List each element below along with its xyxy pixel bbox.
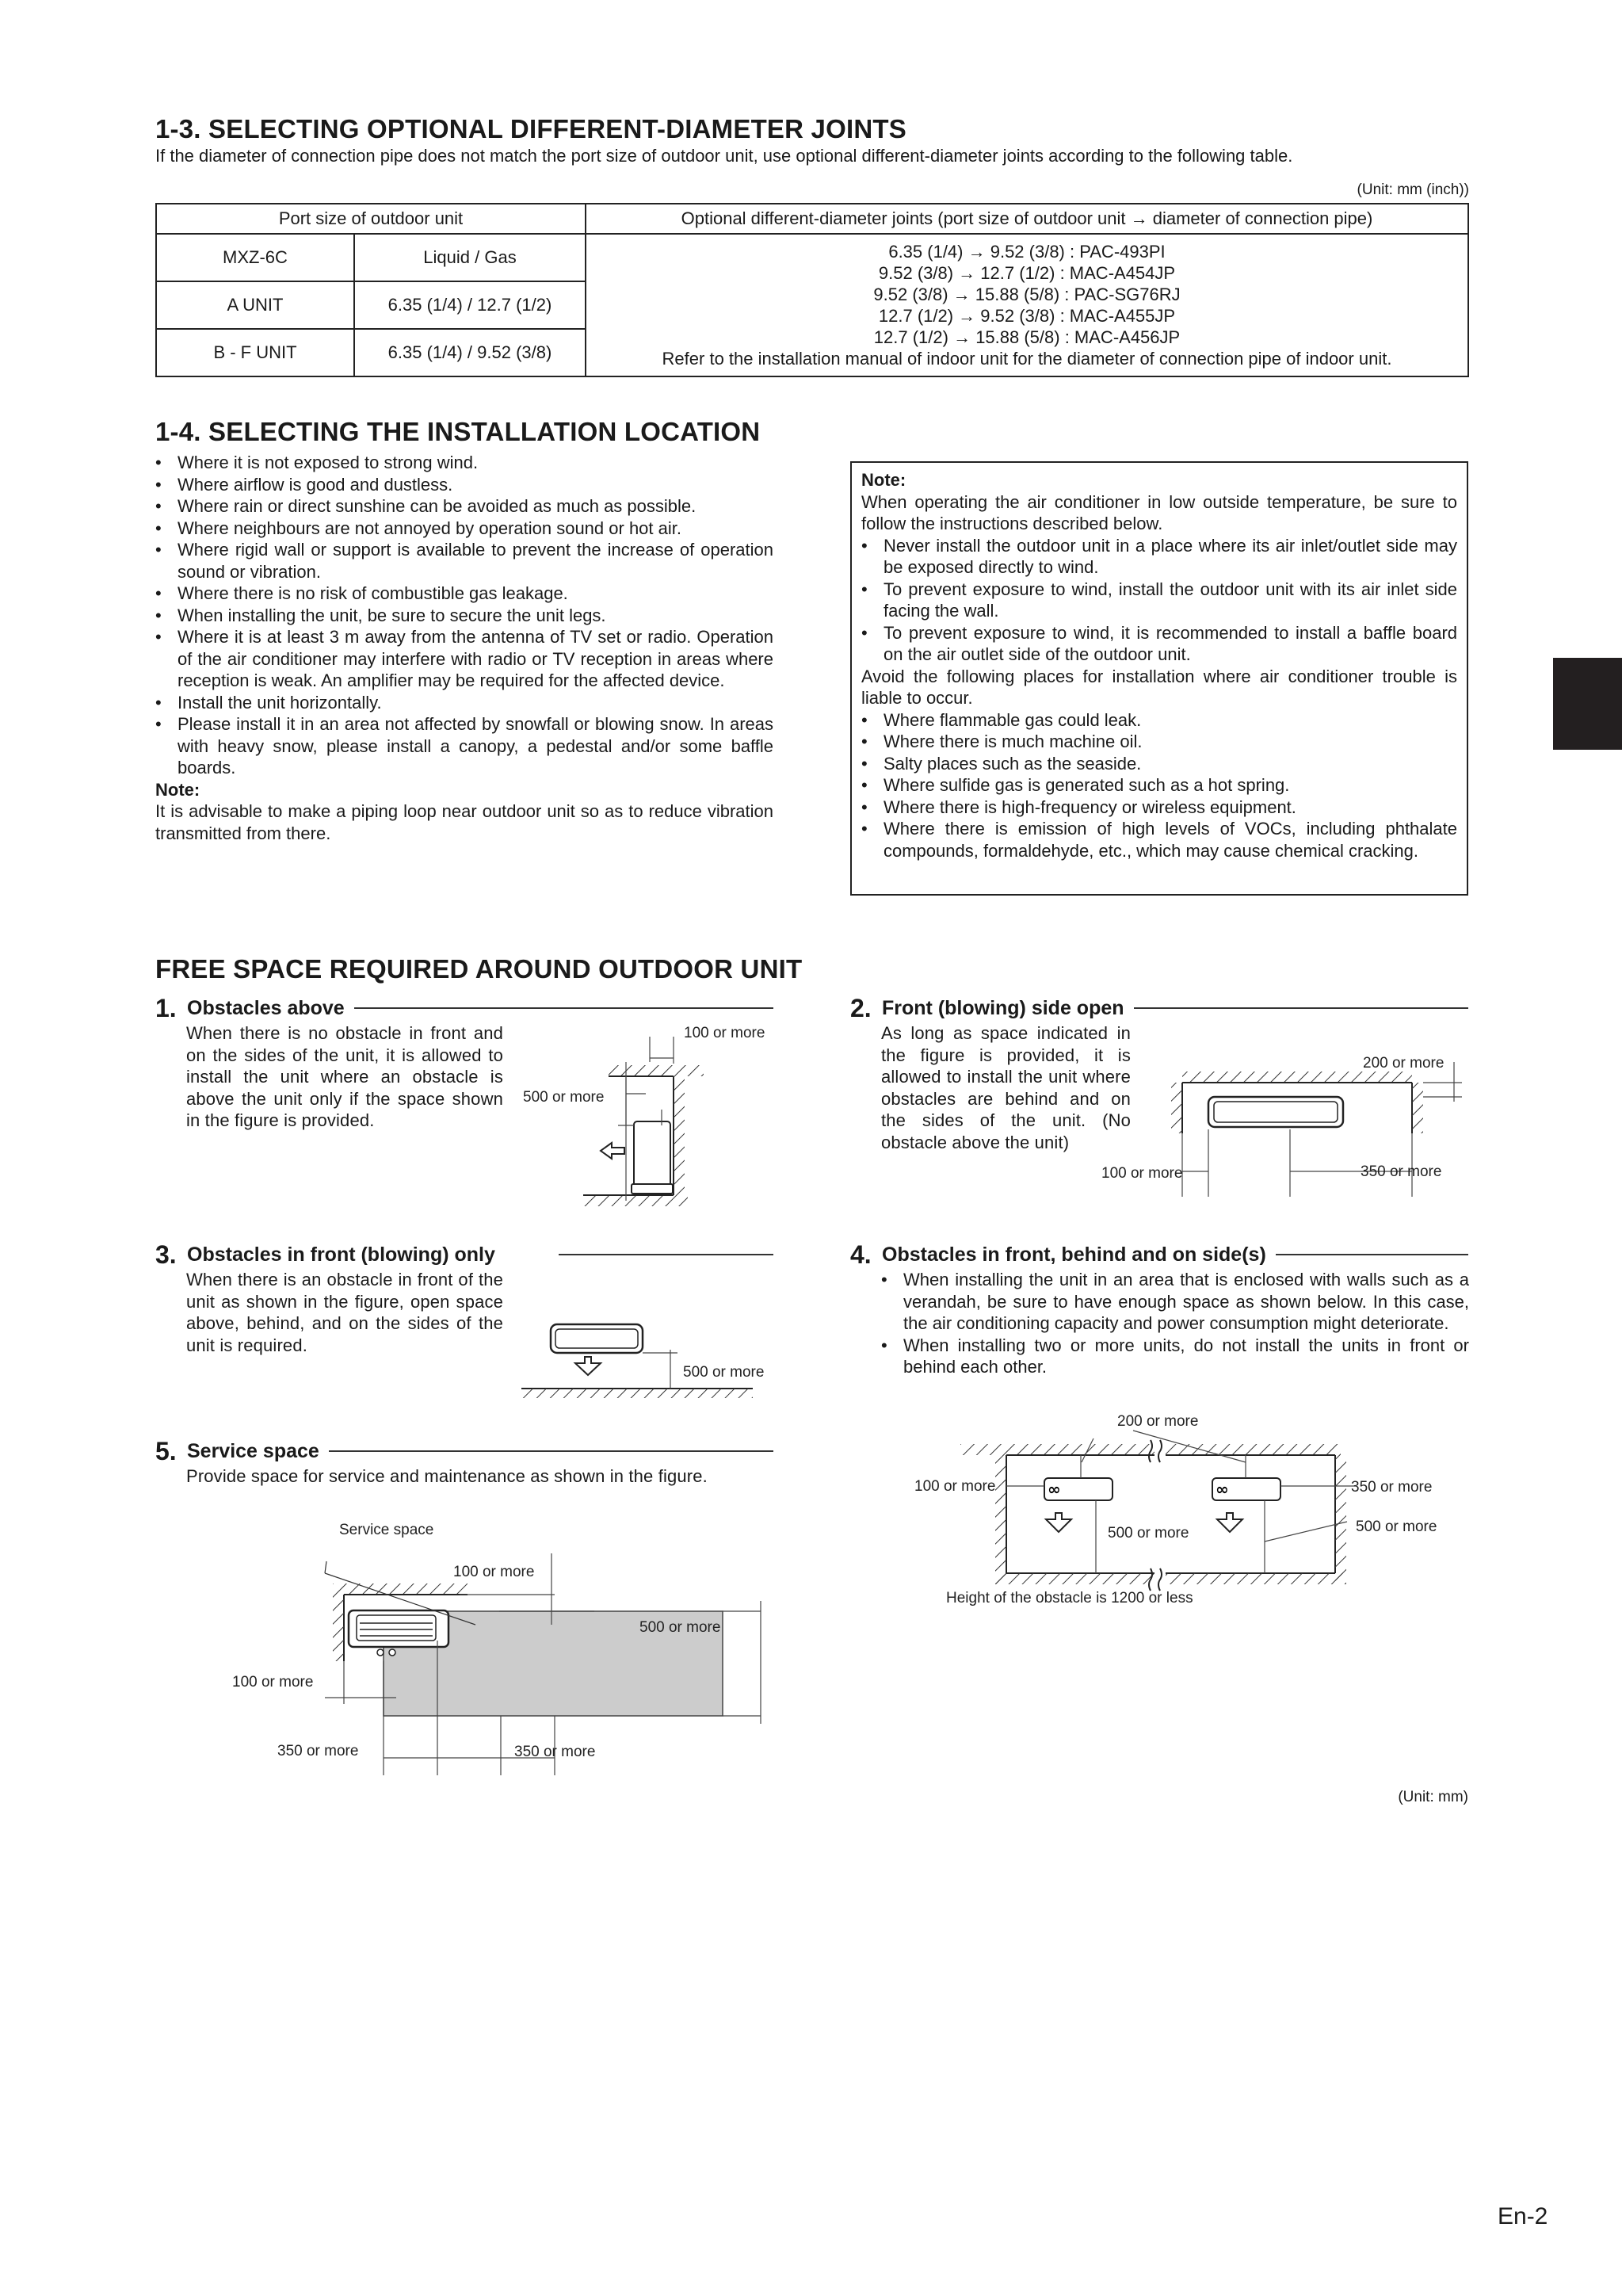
joints-list-cell [586, 234, 1468, 376]
item-number: 2. [850, 993, 872, 1022]
list-item: • Where rain or direct sunshine can be avoided as much as possible. [155, 495, 773, 518]
wall-hatch [674, 1076, 685, 1195]
list-item: • Where sulfide gas is generated such as a hot spring. [861, 774, 1457, 797]
front-obstacle-hatch [521, 1389, 753, 1398]
note-title: Note: [155, 779, 200, 800]
section-1-3-intro: If the diameter of connection pipe does not match the port size of outdoor unit, use optional different-diameter joints according to the following table. [155, 146, 1293, 166]
location-bullets [155, 452, 773, 779]
section-1-4-title: 1-4. SELECTING THE INSTALLATION LOCATION [155, 417, 761, 446]
diagram-front-only [515, 1312, 777, 1407]
unit-base [632, 1184, 673, 1194]
diagram-enclosed [903, 1407, 1458, 1613]
top-wall-hatch [333, 1584, 468, 1595]
left-wall-hatch [1171, 1083, 1182, 1133]
joint-line: 9.52 (3/8) → 15.88 (5/8) : PAC-SG76RJ [873, 285, 1181, 304]
item-title: Obstacles above [187, 996, 345, 1019]
item-title: Front (blowing) side open [882, 996, 1124, 1019]
back-wall-hatch [1182, 1072, 1412, 1083]
dim-label-top: 200 or more [1117, 1413, 1199, 1430]
joint-line: 6.35 (1/4) → 9.52 (3/8) : PAC-493PI [888, 242, 1166, 262]
right-wall-hatch [1412, 1083, 1423, 1133]
list-item: • When installing two or more units, do not install the units in front or behind each other. [881, 1335, 1469, 1378]
leader-line [325, 1561, 326, 1573]
airflow-arrow-icon [1217, 1513, 1242, 1532]
dim-label-left: 100 or more [1101, 1165, 1183, 1182]
item3-text: When there is an obstacle in front of the unit as shown in the figure, open space above, behind, and on the sides of the unit is required. [186, 1270, 503, 1355]
item1-text: When there is no obstacle in front and on the sides of the unit, it is allowed to install the unit where an obstacle is above the unit only if the space shown in the figure is provided. [186, 1023, 503, 1130]
item2-heading [850, 995, 1468, 1022]
heading-rule [354, 1007, 773, 1009]
fan-icon: ∞ [1048, 1480, 1061, 1499]
item-title: Obstacles in front (blowing) only [187, 1243, 495, 1266]
list-item: • Where airflow is good and dustless. [155, 474, 773, 496]
left-wall-hatch [995, 1455, 1006, 1584]
item2-text: As long as space indicated in the figure is provided, it is allowed to install the unit where obstacles are behind and on the sides of the unit. (No obstacle above the unit) [881, 1023, 1131, 1152]
list-item: • When installing the unit in an area that is enclosed with walls such as a verandah, be sure to have enough space as shown below. In this case, the air conditioning capacity and power consumption might deteriorate. [881, 1269, 1469, 1335]
item4-bullets [881, 1269, 1469, 1378]
outdoor-unit [349, 1610, 448, 1647]
dim-label-front-2: 500 or more [1356, 1519, 1437, 1535]
list-item: • Where it is not exposed to strong wind. [155, 452, 773, 474]
front-wall-hatch [995, 1573, 1346, 1584]
joint-line: 12.7 (1/2) → 15.88 (5/8) : MAC-A456JP [873, 327, 1181, 347]
row-size: 6.35 (1/4) / 9.52 (3/8) [354, 329, 586, 376]
note-box-bullets-avoid [861, 709, 1457, 862]
unit-note-inch: (Unit: mm (inch)) [1357, 181, 1469, 198]
row-model: A UNIT [156, 281, 354, 329]
dim-label-front: 500 or more [683, 1364, 765, 1381]
diagram-front-open [1093, 1030, 1474, 1197]
dim-label-front-1: 500 or more [1108, 1525, 1189, 1541]
airflow-arrow-icon [1046, 1513, 1071, 1532]
outdoor-unit [634, 1121, 670, 1187]
row-model: MXZ-6C [156, 234, 354, 281]
list-item: • To prevent exposure to wind, it is recommended to install a baffle board on the air outlet side of the outdoor unit. [861, 622, 1457, 666]
note-box-intro: When operating the air conditioner in low outside temperature, be sure to follow the instructions described below. [861, 491, 1457, 533]
list-item: • Where neighbours are not annoyed by operation sound or hot air. [155, 518, 773, 540]
list-item: • Where there is high-frequency or wireless equipment. [861, 797, 1457, 819]
list-item: • When installing the unit, be sure to secure the unit legs. [155, 605, 773, 627]
airflow-arrow-icon [575, 1357, 601, 1375]
item3-heading [155, 1241, 773, 1268]
right-wall-hatch [1335, 1455, 1346, 1584]
dim-label-back: 200 or more [1363, 1055, 1445, 1072]
item5-text: Provide space for service and maintenance as shown in the figure. [186, 1466, 708, 1486]
airflow-arrow-icon [601, 1143, 624, 1159]
list-item: • Where there is emission of high levels of VOCs, including phthalate compounds, formaldehyde, etc., which may cause chemical cracking. [861, 818, 1457, 861]
pipe-port-icon [377, 1649, 384, 1656]
pipe-port-icon [389, 1649, 395, 1656]
diagram-service-space [222, 1506, 777, 1775]
dim-label-top: 100 or more [453, 1564, 535, 1580]
list-item: • Salty places such as the seaside. [861, 753, 1457, 775]
note-box-title: Note: [861, 470, 906, 490]
joint-line: Refer to the installation manual of indoor unit for the diameter of connection pipe of indoor unit. [662, 349, 1392, 369]
list-item: • Where it is at least 3 m away from the antenna of TV set or radio. Operation of the air conditioner may interfere with radio or TV reception in areas where reception is weak. An amplifier may be required for the affected device. [155, 626, 773, 692]
section-tab-marker [1553, 658, 1622, 750]
row-model: B - F UNIT [156, 329, 354, 376]
heading-rule [1276, 1254, 1468, 1255]
dim-label-side: 500 or more [523, 1089, 605, 1106]
dim-label-top: 100 or more [684, 1025, 765, 1041]
page-number: En-2 [1498, 2203, 1548, 2229]
section-1-3-title: 1-3. SELECTING OPTIONAL DIFFERENT-DIAMETER JOINTS [155, 114, 906, 143]
dim-label-right: 350 or more [1351, 1479, 1433, 1496]
item4-heading [850, 1241, 1468, 1268]
joint-line: 9.52 (3/8) → 12.7 (1/2) : MAC-A454JP [878, 263, 1176, 283]
list-item: • Where there is much machine oil. [861, 731, 1457, 753]
list-item: • Install the unit horizontally. [155, 692, 773, 714]
list-item: • Please install it in an area not affected by snowfall or blowing snow. In areas with heavy snow, please install a canopy, a pedestal and/or some baffle boards. [155, 713, 773, 779]
row-size: Liquid / Gas [354, 234, 586, 281]
header-joints: Optional different-diameter joints (port size of outdoor unit → diameter of connection pipe) [586, 204, 1468, 234]
list-item: • Where rigid wall or support is available to prevent the increase of operation sound or vibration. [155, 539, 773, 583]
heading-rule [559, 1254, 773, 1255]
left-wall-hatch [333, 1595, 344, 1661]
list-item: • Where flammable gas could leak. [861, 709, 1457, 732]
dim-label-front: 500 or more [639, 1619, 721, 1636]
floor-hatch [583, 1195, 688, 1206]
item4-bullets-wrap [881, 1269, 1469, 1378]
list-item: • To prevent exposure to wind, install the outdoor unit with its air inlet side facing the wall. [861, 579, 1457, 622]
joints-table [155, 203, 1469, 377]
fan-icon: ∞ [1216, 1480, 1229, 1499]
heading-rule [329, 1450, 773, 1452]
dim-label-right: 350 or more [1361, 1163, 1442, 1180]
list-item: • Never install the outdoor unit in a place where its air inlet/outlet side may be exposed directly to wind. [861, 535, 1457, 579]
item-title: Service space [187, 1439, 319, 1462]
item-title: Obstacles in front, behind and on side(s) [882, 1243, 1266, 1266]
note-box-avoid: Avoid the following places for installation where air conditioner trouble is liable to occur. [861, 666, 1457, 708]
item-number: 1. [155, 993, 177, 1022]
ceiling-hatch [609, 1065, 704, 1076]
dim-label-bottom-right: 350 or more [514, 1744, 596, 1760]
diagram-obstacles-above [507, 1014, 777, 1221]
row-size: 6.35 (1/4) / 12.7 (1/2) [354, 281, 586, 329]
obstacle-height-label: Height of the obstacle is 1200 or less [946, 1590, 1193, 1606]
unit-note-mm: (Unit: mm) [1398, 1789, 1468, 1805]
note-text: It is advisable to make a piping loop near outdoor unit so as to reduce vibration transmitted from there. [155, 801, 773, 843]
joint-line: 12.7 (1/2) → 9.52 (3/8) : MAC-A455JP [878, 306, 1176, 326]
note-box-bullets-wind [861, 535, 1457, 666]
item-number: 4. [850, 1240, 872, 1269]
list-item: • Where there is no risk of combustible gas leakage. [155, 583, 773, 605]
item-number: 3. [155, 1240, 177, 1269]
item5-heading [155, 1438, 773, 1465]
low-temp-note-box [850, 461, 1468, 896]
header-port: Port size of outdoor unit [156, 204, 586, 234]
service-space-label: Service space [339, 1522, 434, 1538]
dim-label-bottom-left: 350 or more [277, 1743, 359, 1759]
location-column [155, 452, 773, 844]
item-number: 5. [155, 1436, 177, 1465]
free-space-title: FREE SPACE REQUIRED AROUND OUTDOOR UNIT [155, 954, 803, 984]
heading-rule [1134, 1007, 1468, 1009]
dim-label-left: 100 or more [232, 1674, 314, 1690]
dim-label-left: 100 or more [914, 1478, 996, 1495]
